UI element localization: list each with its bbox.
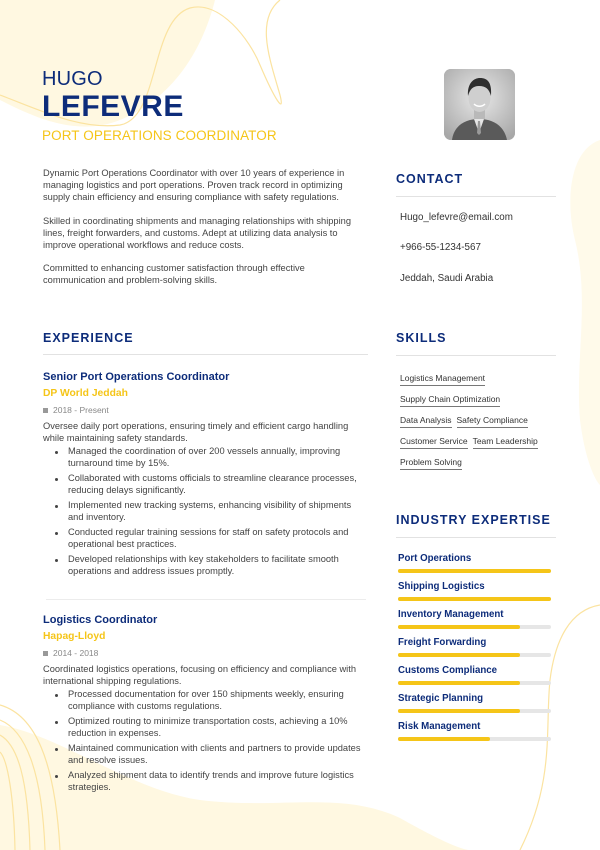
expertise-bar-fill xyxy=(398,625,520,629)
bullet-dot-icon xyxy=(55,478,58,481)
expertise-item xyxy=(398,637,553,665)
job-bullets xyxy=(43,689,368,793)
skill-tag: Data Analysis xyxy=(400,415,452,428)
job-company: Hapag-Lloyd xyxy=(43,631,106,642)
skill-tag: Safety Compliance xyxy=(457,415,528,428)
expertise-bar-track xyxy=(398,653,551,657)
job-bullet-text: Developed relationships with key stakeholders to facilitate smooth operations and address issues promptly. xyxy=(68,554,339,576)
summary-paragraph: Committed to enhancing customer satisfaction through effective communication and problem-solving skills. xyxy=(43,263,305,286)
expertise-bar-fill xyxy=(398,737,490,741)
job-bullet xyxy=(53,473,368,496)
expertise-item xyxy=(398,581,553,609)
skill-row xyxy=(400,457,560,470)
expertise-bar-track xyxy=(398,625,551,629)
expertise-label: Port Operations xyxy=(398,553,472,564)
job-bullet-text: Analyzed shipment data to identify trends and improve future logistics strategies. xyxy=(68,770,354,792)
expertise-label: Customs Compliance xyxy=(398,665,498,676)
job-dates-text: 2018 - Present xyxy=(53,405,109,415)
bullet-dot-icon xyxy=(55,748,58,751)
skill-row xyxy=(400,373,560,386)
first-name: HUGO xyxy=(42,68,103,90)
experience-item xyxy=(43,614,368,797)
job-bullet-text: Conducted regular training sessions for staff on safety protocols and operational best practices. xyxy=(68,527,349,549)
expertise-bar-fill xyxy=(398,597,551,601)
job-dates-text: 2014 - 2018 xyxy=(53,648,99,658)
expertise-label: Shipping Logistics xyxy=(398,581,485,592)
skill-row xyxy=(400,394,560,407)
contact-divider xyxy=(396,196,556,197)
expertise-bar-track xyxy=(398,597,551,601)
job-bullet-text: Implemented new tracking systems, enhancing visibility of shipments and inventory. xyxy=(68,500,352,522)
job-bullet xyxy=(53,500,368,523)
expertise-label: Strategic Planning xyxy=(398,693,484,704)
profile-photo xyxy=(444,69,515,140)
expertise-bar-fill xyxy=(398,569,551,573)
experience-divider xyxy=(43,354,368,355)
expertise-item xyxy=(398,553,553,581)
skill-tag: Team Leadership xyxy=(473,436,538,449)
expertise-bar-track xyxy=(398,737,551,741)
job-role: Logistics Coordinator xyxy=(43,614,158,626)
bullet-dot-icon xyxy=(55,721,58,724)
contact-heading: CONTACT xyxy=(396,172,464,186)
contact-email[interactable]: Hugo_lefevre@email.com xyxy=(400,212,513,223)
skill-row xyxy=(400,436,560,449)
summary xyxy=(43,167,363,298)
skill-tag: Problem Solving xyxy=(400,457,462,470)
job-title: PORT OPERATIONS COORDINATOR xyxy=(42,128,277,143)
skills-heading: SKILLS xyxy=(396,331,447,345)
bullet-dot-icon xyxy=(55,775,58,778)
job-bullet xyxy=(53,689,368,712)
expertise-item xyxy=(398,721,553,749)
experience-item-divider xyxy=(46,599,366,600)
job-bullet xyxy=(53,527,368,550)
expertise-bar-fill xyxy=(398,653,520,657)
job-bullets xyxy=(43,446,368,577)
expertise-list xyxy=(398,553,553,749)
experience-heading: EXPERIENCE xyxy=(43,331,134,345)
job-dates xyxy=(43,405,368,415)
calendar-icon xyxy=(43,651,48,656)
job-bullet-text: Managed the coordination of over 200 vessels annually, improving turnaround time by 15%. xyxy=(68,446,341,468)
summary-paragraph: Dynamic Port Operations Coordinator with over 10 years of experience in managing logistics and port operations. Proven track record in optimizing supply chain efficiency and ensuring compliance with safety regulations. xyxy=(43,168,345,203)
last-name: LEFEVRE xyxy=(42,90,184,123)
expertise-item xyxy=(398,665,553,693)
job-bullet xyxy=(53,554,368,577)
expertise-bar-track xyxy=(398,709,551,713)
expertise-bar-fill xyxy=(398,709,520,713)
expertise-divider xyxy=(396,537,556,538)
bullet-dot-icon xyxy=(55,532,58,535)
job-dates xyxy=(43,648,368,658)
expertise-label: Risk Management xyxy=(398,721,481,732)
expertise-label: Inventory Management xyxy=(398,609,504,620)
calendar-icon xyxy=(43,408,48,413)
job-bullet-text: Processed documentation for over 150 shipments weekly, ensuring compliance with customs regulations. xyxy=(68,689,344,711)
skill-tag: Supply Chain Optimization xyxy=(400,394,500,407)
skills-list xyxy=(400,373,560,478)
contact-location: Jeddah, Saudi Arabia xyxy=(400,273,494,284)
expertise-heading: INDUSTRY EXPERTISE xyxy=(396,513,551,527)
bullet-dot-icon xyxy=(55,694,58,697)
job-bullet-text: Optimized routing to minimize transportation costs, achieving a 10% reduction in expenses. xyxy=(68,716,348,738)
expertise-bar-track xyxy=(398,569,551,573)
job-description: Coordinated logistics operations, focusing on efficiency and compliance with international shipping regulations. xyxy=(43,664,357,687)
experience-item xyxy=(43,371,368,581)
contact-phone[interactable]: +966-55-1234-567 xyxy=(400,242,481,253)
job-role: Senior Port Operations Coordinator xyxy=(43,371,230,383)
expertise-item xyxy=(398,609,553,637)
expertise-label: Freight Forwarding xyxy=(398,637,487,648)
job-bullet xyxy=(53,743,368,766)
job-bullet xyxy=(53,446,368,469)
person-portrait-icon xyxy=(444,69,515,140)
expertise-bar-track xyxy=(398,681,551,685)
job-description: Oversee daily port operations, ensuring timely and efficient cargo handling while maintaining safety standards. xyxy=(43,421,349,444)
job-bullet-text: Collaborated with customs officials to streamline clearance processes, reducing delays significantly. xyxy=(68,473,357,495)
expertise-item xyxy=(398,693,553,721)
bullet-dot-icon xyxy=(55,505,58,508)
summary-paragraph: Skilled in coordinating shipments and managing relationships with shipping lines, freight forwarders, and customs. Adept at utilizing data analysis to improve operational workflows and reduce costs. xyxy=(43,215,352,251)
skill-tag: Customer Service xyxy=(400,436,468,449)
skill-row xyxy=(400,415,560,428)
job-bullet xyxy=(53,716,368,739)
expertise-bar-fill xyxy=(398,681,520,685)
skills-divider xyxy=(396,355,556,356)
skill-tag: Logistics Management xyxy=(400,373,485,386)
job-company: DP World Jeddah xyxy=(43,388,128,399)
bullet-dot-icon xyxy=(55,559,58,562)
bullet-dot-icon xyxy=(55,451,58,454)
job-bullet xyxy=(53,770,368,793)
job-bullet-text: Maintained communication with clients and partners to provide updates and resolve issues. xyxy=(68,743,361,765)
